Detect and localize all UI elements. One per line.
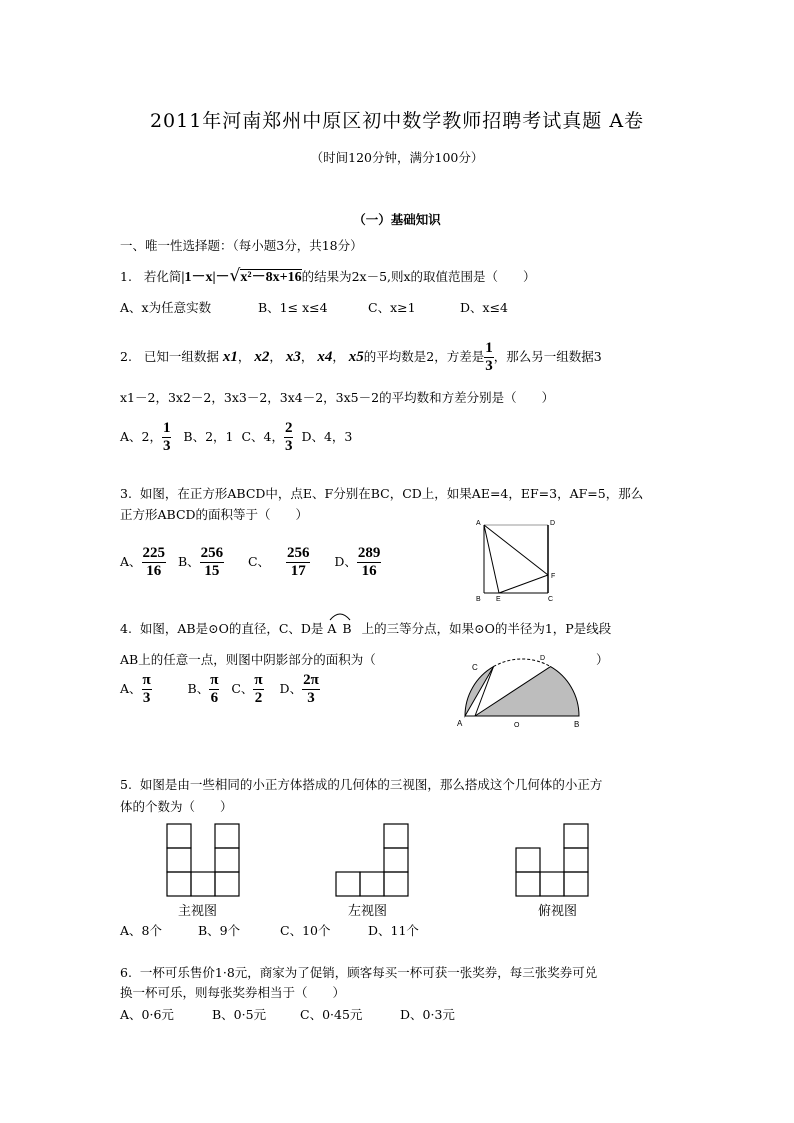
q5-option-b: B、9个 [198,923,241,938]
q3-number: 3. [120,486,132,501]
q2-var-4: x4 [317,349,333,365]
section-title: （一）基础知识 [353,212,441,227]
q6-option-d: D、0·3元 [400,1007,455,1022]
q4-line1a: 如图，AB是⊙O的直径，C、D是 [139,621,324,636]
part-heading: 一、唯一性选择题：（每小题3分，共18分） [120,238,363,253]
q4-option-b-fraction: $\frac{\pi}{6}$ [210,672,219,706]
q1-sqrt-expr: x²－8x+16 [240,270,302,285]
question-3 [120,484,643,502]
q3-option-c-fraction: $\frac{256}{17}$ [286,545,310,579]
q1-option-b: B、1≤ x≤4 [258,300,328,315]
q3-option-a-label: A、 [120,554,142,569]
q2-var-5: x5 [348,349,364,365]
arc-icon [329,611,351,621]
q2-line1c: ，那么另一组数据3 [493,349,602,364]
side-view-figure [335,823,411,897]
q4-arc-ab [327,621,357,636]
q3-line2: 正方形ABCD的面积等于（ ） [120,507,309,522]
fig4-label-d: D [540,655,546,662]
q1-option-d: D、x≤4 [460,300,508,315]
question-1 [120,266,536,286]
q2-number: 2. [120,349,132,364]
q2-line1b: 的平均数是2，方差是 [363,349,485,364]
q1-number: 1. [120,269,132,284]
q3-option-a-fraction: $\frac{225}{16}$ [142,545,166,579]
question-6 [120,963,597,981]
fig3-label-c: C [548,596,554,603]
q1-tail: 的结果为2x－5,则x的取值范围是（ ） [301,269,536,284]
fig4-label-c: C [472,663,478,672]
q4-number: 4. [120,621,132,636]
q2-variance-fraction: $\frac{1}{3}$ [485,340,493,374]
q5-option-a: A、8个 [120,923,162,938]
q6-option-b: B、0·5元 [212,1007,267,1022]
fig4-label-a: A [457,719,463,728]
semicircle-figure [452,648,592,730]
square-figure [470,515,570,607]
page-title: 2011年河南郑州中原区初中数学教师招聘考试真题 A卷 [149,110,645,132]
side-view-label: 左视图 [348,903,388,918]
top-view-label: 俯视图 [538,903,578,918]
q2-var-3: x3 [285,349,301,365]
q6-option-c: C、0·45元 [300,1007,363,1022]
front-view-label: 主视图 [178,903,218,918]
q5-number: 5. [120,777,132,792]
q2-options [120,420,352,455]
fig3-label-a: A [476,520,481,527]
q3-option-d-label: D、 [334,554,357,569]
fig3-label-f: F [551,573,556,580]
q3-option-d-fraction: $\frac{289}{16}$ [357,545,381,579]
fig4-label-b: B [574,720,580,729]
q4-option-d-label: D、 [279,681,303,696]
q4-option-c-fraction: $\frac{\pi}{2}$ [254,672,263,706]
q1-abs-expr: |1－x| [181,270,216,285]
q5-line1: 如图是由一些相同的小正方体搭成的几何体的三视图，那么搭成这个几何体的小正方 [139,777,603,792]
q3-line1: 如图，在正方形ABCD中，点E、F分别在BC，CD上，如果AE=4，EF=3，AF=5，那么 [139,486,644,501]
front-view-figure [166,823,242,897]
q4-option-a-fraction: $\frac{\pi}{3}$ [142,672,151,706]
q2-option-b: B、2，1 [183,429,234,444]
q4-option-c-label: C、 [231,681,254,696]
q4-option-a-label: A、 [120,681,142,696]
q6-line2: 换一杯可乐，则每张奖券相当于（ ） [120,985,346,1000]
question-5 [120,775,602,793]
q5-option-c: C、10个 [280,923,331,938]
q3-option-c-label: C、 [247,554,271,569]
q1-lead: 若化简 [143,269,182,284]
q4-line1b: 上的三等分点，如果⊙O的半径为1，P是线段 [361,621,612,636]
q3-option-b-fraction: $\frac{256}{15}$ [200,545,224,579]
q1-option-a: A、x为任意实数 [120,300,212,315]
q2-option-c-fraction: $\frac{2}{3}$ [284,420,293,454]
q2-var-1: x1 [222,349,238,365]
q1-option-c: C、x≥1 [368,300,416,315]
question-4 [120,619,611,637]
q2-line1a: 已知一组数据 [143,349,219,364]
top-view-figure [515,823,591,897]
fig4-label-o: O [514,722,520,729]
q2-option-a: A、2， [120,429,162,444]
fig3-label-e: E [496,596,501,603]
q2-line2: x1－2，3x2－2，3x3－2，3x4－2，3x5－2的平均数和方差分别是（ ） [120,390,555,405]
q3-options [120,545,381,580]
q2-option-a-fraction: $\frac{1}{3}$ [162,420,171,454]
q4-option-d-fraction: $\frac{2\pi}{3}$ [303,672,319,706]
page-subtitle: （时间120分钟，满分100分） [310,150,484,165]
q3-option-b-label: B、 [177,554,200,569]
q6-option-a: A、0·6元 [120,1007,174,1022]
q1-minus: － [215,270,230,285]
sqrt-icon: √ [229,266,241,286]
q5-option-d: D、11个 [368,923,419,938]
q4-options [120,672,320,707]
fig3-label-b: B [476,596,481,603]
q2-option-d: D、4，3 [301,429,353,444]
question-2: 2. 已知一组数据 x1， x2， x3， x4， x5的平均数是2，方差是 $\frac{1}{3}$ ，那么另一组数据3 [120,340,602,374]
q4-arc-label: AB [327,621,358,636]
q4-line2: AB上的任意一点，则图中阴影部分的面积为（ [120,652,376,667]
q6-number: 6. [120,965,132,980]
q4-option-b-label: B、 [187,681,210,696]
q4-line2-end: ） [596,652,609,667]
q5-line2: 体的个数为（ ） [120,799,233,814]
q6-line1: 一杯可乐售价1·8元，商家为了促销，顾客每买一杯可获一张奖券，每三张奖券可兑 [139,965,598,980]
fig3-label-d: D [550,520,556,527]
q2-var-2: x2 [254,349,270,365]
q2-option-c: C、4， [241,429,284,444]
